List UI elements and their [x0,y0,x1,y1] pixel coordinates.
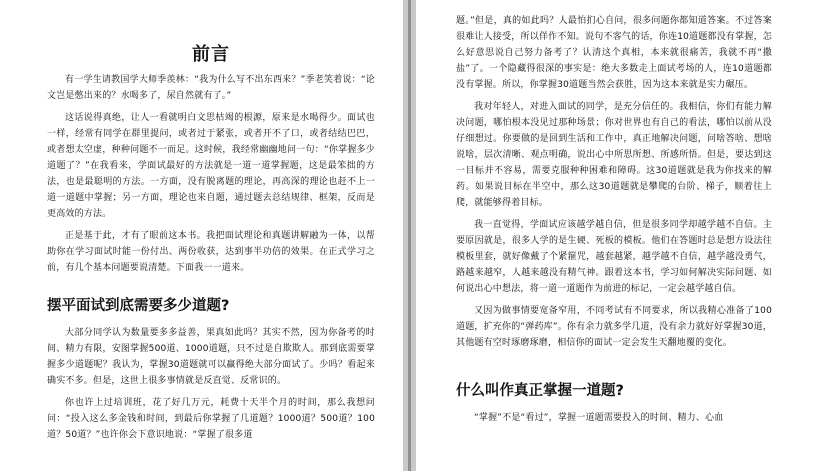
paragraph: 这话说得真绝，让人一看就明白文思枯竭的根源，原来是水喝得少。面试也一样，经常有同学在群里提问，或者过于紧张，或者开不了口，或者结结巴巴，或者想太空虚，种种问题不一而足。这时候，我经常幽幽地问一句：“你掌握多少道题了？”在我看来，学面试最好的方法就是一道一道掌握题，这是最笨拙的方法，也是最聪明的方法。一方面，没有脱离题的理论，再高深的理论也赶不上一道一道题中掌握；另一方面，理论也来自题，通过题去总结规律、框架，反而是更高效的方法。 [47,113,375,219]
paragraph-continuation: 题。”但是，真的如此吗？人最怕扪心自问，很多问题你都知道答案。不过答案很难让人接受，所以佯作不知。说句不客气的话，你连10道题都没有掌握，怎么好意思说自己努力备考了？认清这个真相，本来就很痛苦，我就不再“撒盐”了。一个隐藏得很深的事实是：绝大多数走上面试考场的人，连10道题都没有掌握。所以，你掌握30道题当然会获胜，因为这本来就是实力碾压。 [456,16,772,90]
paragraph: 我一直觉得，学面试应该越学越自信，但是很多同学却越学越不自信。主要原因就是，很多人学的是生硬、死板的模板。他们在答题时总是想方设法往模板里套，就好像戴了个紧箍咒，越套越紧，越学越不自信，越学越没勇气，路越来越窄，人越来越没有精气神。跟着这本书，学习如何解决实际问题、如何说出心中想法，将一道一道题作为前进的标记，一定会越学越自信。 [456,220,772,294]
paragraph: 我对年轻人，对进入面试的同学，是充分信任的。我相信，你们有能力解决问题，哪怕根本没见过那种场景；你对世界也有自己的看法，哪怕以前从没仔细想过。你要做的是回到生活和工作中，真正地解决问题，问啥答啥、想啥说啥，层次清晰、观点明确，说出心中所思所想、所感所悟。但是，要达到这一目标并不容易，需要克服种种困难和障碍。这30道题就是我为你找来的解药。如果说目标在半空中，那么这30道题就是攀爬的台阶、梯子，顺着往上爬，就能够得着目标。 [456,102,772,208]
page-title: 前言 [192,44,230,65]
section-heading: 摆平面试到底需要多少道题? [47,298,230,314]
page-divider-line [408,0,411,471]
paragraph: 有一学生请教国学大师季羡林：“我为什么写不出东西来？”季老笑着说：“论文岂是憋出来的？水喝多了，尿自然就有了。” [47,75,375,101]
section-heading: 什么叫作真正掌握一道题? [456,383,624,399]
paragraph: 又因为做事情要宽备窄用，不同考试有不同要求，所以我精心准备了100道题，扩充你的“弹药库”。你有余力就多学几道，没有余力就好好掌握30道，其他题有空时琢磨琢磨，相信你的面试一定会发生天翻地覆的变化。 [456,306,772,348]
paragraph: 你也许上过培训班，花了好几万元，耗费十天半个月的时间，那么我想问问：“投入这么多金钱和时间，到最后你掌握了几道题？1000道？500道？100道？50道？”也许你会下意识地说：“掌握了很多道 [47,398,375,440]
right-page [416,0,819,471]
paragraph: “掌握”不是“看过”，掌握一道题需要投入的时间、精力、心血 [474,413,724,423]
paragraph: 大部分同学认为数量要多多益善，果真如此吗？其实不然，因为你备考的时间、精力有限，安图掌握500道、1000道题，只不过是自欺欺人。那到底需要掌握多少道题呢？我认为，掌握30道题就可以赢得绝大部分面试了。少吗？看起来确实不多。但是，这世上很多事情就是反直觉、反常识的。 [47,328,375,386]
left-page [0,0,403,471]
paragraph: 正是基于此，才有了眼前这本书。我把面试理论和真题讲解融为一体，以帮助你在学习面试时能一份付出、两份收获，达到事半功倍的效果。在正式学习之前，有几个基本问题要说清楚。下面我一一道来。 [47,231,375,273]
